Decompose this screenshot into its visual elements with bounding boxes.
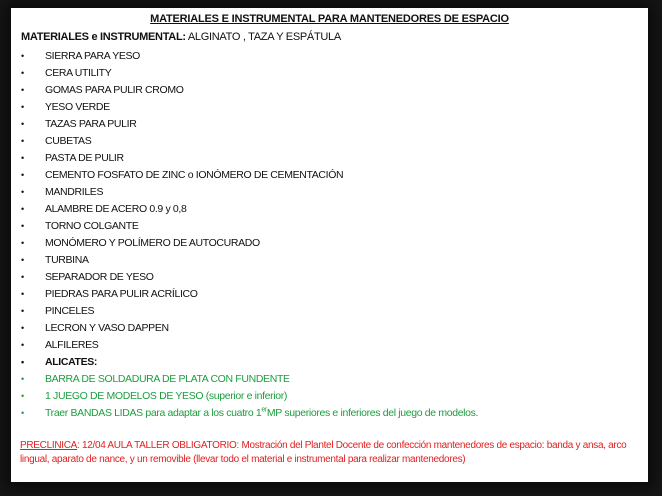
list-item: • MANDRILES (18, 184, 478, 201)
bullet-icon: • (21, 340, 24, 350)
list-item: • TORNO COLGANTE (18, 218, 478, 235)
bullet-icon: • (21, 51, 24, 61)
list-item: • SIERRA PARA YESO (18, 48, 478, 65)
list-item: • PASTA DE PULIR (18, 150, 478, 167)
list-item: • ALAMBRE DE ACERO 0.9 y 0,8 (18, 201, 478, 218)
subtitle-heading: MATERIALES e INSTRUMENTAL: (21, 31, 186, 43)
bullet-icon: • (21, 272, 24, 282)
list-item: • MONÓMERO Y POLÍMERO DE AUTOCURADO (18, 235, 478, 252)
bullet-icon: • (21, 306, 24, 316)
list-item: • TAZAS PARA PULIR (18, 116, 478, 133)
materials-list (18, 48, 478, 422)
bullet-icon: • (21, 204, 24, 214)
note-lead: PRECLINICA (20, 440, 78, 451)
subtitle-text: ALGINATO , TAZA Y ESPÁTULA (185, 31, 341, 43)
note-text: : 12/04 AULA TALLER OBLIGATORIO: Mostración del Plantel Docente de confección mantenedores de espacio: banda y ansa, arco lingual, aparato de nance, y un removible (llevar todo el material e instrumental para realizar mantenedores) (20, 440, 627, 465)
list-item: • BARRA DE SOLDADURA DE PLATA CON FUNDENTE (18, 371, 478, 388)
bullet-icon: • (21, 408, 24, 418)
materials-subtitle (21, 31, 341, 43)
page-title: MATERIALES E INSTRUMENTAL PARA MANTENEDORES DE ESPACIO (150, 13, 509, 25)
bullet-icon: • (21, 68, 24, 78)
list-item: • SEPARADOR DE YESO (18, 269, 478, 286)
bullet-icon: • (21, 323, 24, 333)
list-item-bandas: • Traer BANDAS LIDAS para adaptar a los cuatro 1erMP superiores e inferiores del juego de modelos. (18, 405, 478, 422)
bullet-icon: • (21, 255, 24, 265)
list-item: • GOMAS PARA PULIR CROMO (18, 82, 478, 99)
bullet-icon: • (21, 119, 24, 129)
list-item: • CUBETAS (18, 133, 478, 150)
bullet-icon: • (21, 357, 24, 367)
list-item: • TURBINA (18, 252, 478, 269)
list-item: • PINCELES (18, 303, 478, 320)
bullet-icon: • (21, 153, 24, 163)
bullet-icon: • (21, 102, 24, 112)
bullet-icon: • (21, 136, 24, 146)
list-item: • LECRON Y VASO DAPPEN (18, 320, 478, 337)
list-item: • 1 JUEGO DE MODELOS DE YESO (superior e inferior) (18, 388, 478, 405)
bullet-icon: • (21, 170, 24, 180)
bullet-icon: • (21, 221, 24, 231)
list-item: • ALICATES: (18, 354, 478, 371)
preclinica-note (20, 439, 642, 466)
bullet-icon: • (21, 85, 24, 95)
list-item: • CEMENTO FOSFATO DE ZINC o IONÓMERO DE CEMENTACIÓN (18, 167, 478, 184)
list-item: • YESO VERDE (18, 99, 478, 116)
bullet-icon: • (21, 238, 24, 248)
list-item: • CERA UTILITY (18, 65, 478, 82)
bullet-icon: • (21, 289, 24, 299)
list-item: • PIEDRAS PARA PULIR ACRÍLICO (18, 286, 478, 303)
bullet-icon: • (21, 391, 24, 401)
bullet-icon: • (21, 187, 24, 197)
slide (11, 8, 648, 482)
bullet-icon: • (21, 374, 24, 384)
list-item: • ALFILERES (18, 337, 478, 354)
